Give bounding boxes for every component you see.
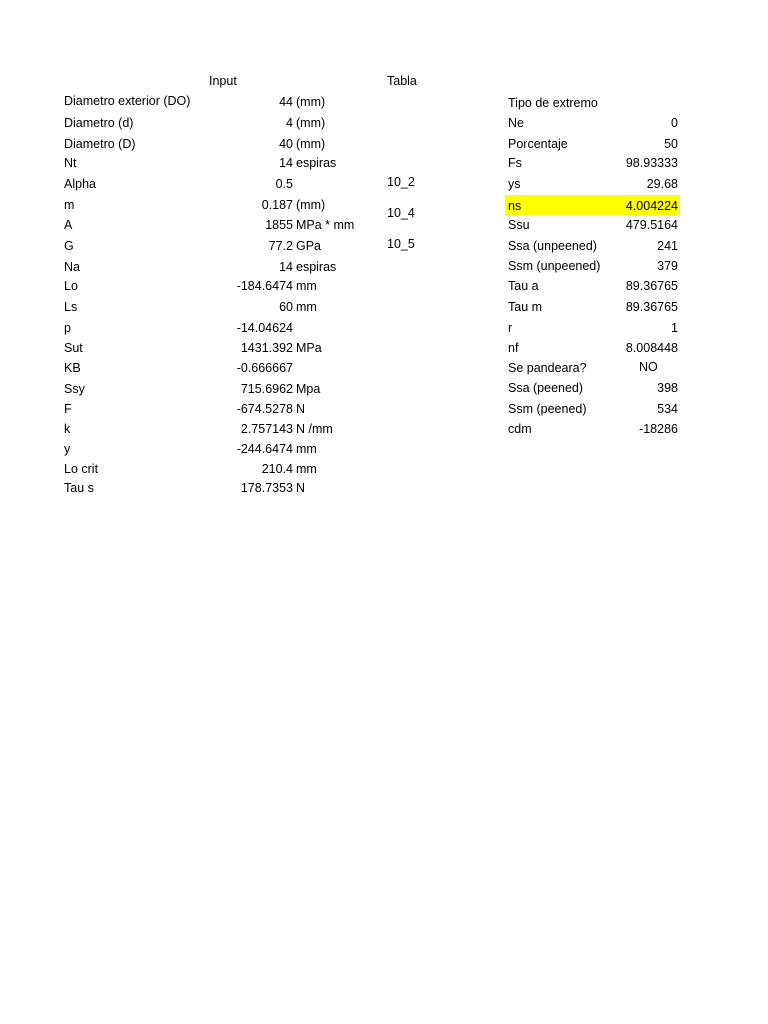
unit-f: N (296, 402, 306, 416)
label-ssa-peened: Ssa (peened) (508, 381, 584, 395)
label-porcentaje: Porcentaje (508, 137, 568, 151)
label-kb: KB (64, 361, 81, 375)
unit-y: mm (296, 442, 317, 456)
unit-ls: mm (296, 300, 317, 314)
value-p: -14.04624 (236, 321, 293, 335)
value-fs: 98.93333 (625, 156, 678, 170)
tabla-ref-10-4: 10_4 (387, 206, 415, 220)
label-ls: Ls (64, 300, 78, 314)
value-ls: 60 (279, 300, 293, 314)
value-alpha: 0.5 (275, 177, 293, 191)
label-lo-crit: Lo crit (64, 462, 99, 476)
label-ssm-unpeened: Ssm (unpeened) (508, 259, 601, 273)
unit-g: GPa (296, 239, 322, 253)
label-a: A (64, 218, 73, 232)
label-nt: Nt (64, 156, 77, 170)
value-ssa-peened: 398 (657, 381, 678, 395)
value-ne: 0 (671, 116, 678, 130)
label-y: y (64, 442, 71, 456)
tabla-ref-10-5: 10_5 (387, 237, 415, 251)
value-ssy: 715.6962 (240, 382, 293, 396)
label-ssm-peened: Ssm (peened) (508, 402, 587, 416)
unit-lo: mm (296, 279, 317, 293)
value-diametro-d-small: 4 (286, 116, 293, 130)
input-header: Input (209, 74, 237, 88)
label-ns: ns (508, 199, 522, 213)
value-y: -244.6474 (236, 442, 293, 456)
value-cdm: -18286 (639, 422, 678, 436)
value-kb: -0.666667 (236, 361, 293, 375)
value-tau-s: 178.7353 (240, 481, 293, 495)
value-ssm-unpeened: 379 (657, 259, 678, 273)
label-tipo-de-extremo: Tipo de extremo (508, 96, 598, 110)
value-sut: 1431.392 (240, 341, 293, 355)
unit-lo-crit: mm (296, 462, 317, 476)
value-ssu: 479.5164 (625, 218, 678, 232)
unit-diametro-d-small: (mm) (296, 116, 326, 130)
value-g: 77.2 (268, 239, 293, 253)
value-ssm-peened: 534 (657, 402, 678, 416)
value-diametro-exterior: 44 (279, 95, 293, 109)
unit-ssy: Mpa (296, 382, 321, 396)
label-k: k (64, 422, 71, 436)
value-se-pandeara: NO (639, 360, 658, 374)
label-lo: Lo (64, 279, 78, 293)
label-diametro-exterior: Diametro exterior (DO) (64, 94, 191, 108)
tabla-ref-10-2: 10_2 (387, 175, 415, 189)
label-diametro-d-small: Diametro (d) (64, 116, 134, 130)
label-cdm: cdm (508, 422, 532, 436)
unit-nt: espiras (296, 156, 337, 170)
value-nt: 14 (279, 156, 293, 170)
label-f: F (64, 402, 72, 416)
label-tau-s: Tau s (64, 481, 94, 495)
label-na: Na (64, 260, 80, 274)
label-ssa-unpeened: Ssa (unpeened) (508, 239, 597, 253)
value-lo-crit: 210.4 (261, 462, 293, 476)
unit-m: (mm) (296, 198, 326, 212)
value-ssa-unpeened: 241 (657, 239, 678, 253)
label-ne: Ne (508, 116, 524, 130)
label-sut: Sut (64, 341, 83, 355)
value-tau-m: 89.36765 (625, 300, 678, 314)
value-m: 0.187 (261, 198, 293, 212)
unit-diametro-d-large: (mm) (296, 137, 326, 151)
unit-sut: MPa (296, 341, 322, 355)
value-k: 2.757143 (240, 422, 293, 436)
value-ns: 4.004224 (625, 199, 678, 213)
tabla-header: Tabla (387, 74, 417, 88)
value-diametro-d-large: 40 (279, 137, 293, 151)
value-tau-a: 89.36765 (625, 279, 678, 293)
value-nf: 8.008448 (625, 341, 678, 355)
value-ys: 29.68 (646, 177, 678, 191)
value-porcentaje: 50 (664, 137, 678, 151)
label-ssu: Ssu (508, 218, 530, 232)
label-fs: Fs (508, 156, 522, 170)
unit-tau-s: N (296, 481, 306, 495)
label-ssy: Ssy (64, 382, 85, 396)
label-m: m (64, 198, 75, 212)
label-ys: ys (508, 177, 521, 191)
label-r: r (508, 321, 513, 335)
value-lo: -184.6474 (236, 279, 293, 293)
label-p: p (64, 321, 71, 335)
value-r: 1 (671, 321, 678, 335)
unit-a: MPa * mm (296, 218, 355, 232)
value-f: -674.5278 (236, 402, 293, 416)
label-alpha: Alpha (64, 177, 96, 191)
value-na: 14 (279, 260, 293, 274)
label-diametro-d-large: Diametro (D) (64, 137, 136, 151)
label-se-pandeara: Se pandeara? (508, 361, 587, 375)
label-tau-m: Tau m (508, 300, 543, 314)
label-g: G (64, 239, 74, 253)
unit-na: espiras (296, 260, 337, 274)
unit-k: N /mm (296, 422, 333, 436)
value-a: 1855 (265, 218, 293, 232)
label-nf: nf (508, 341, 519, 355)
unit-diametro-exterior: (mm) (296, 95, 326, 109)
label-tau-a: Tau a (508, 279, 539, 293)
